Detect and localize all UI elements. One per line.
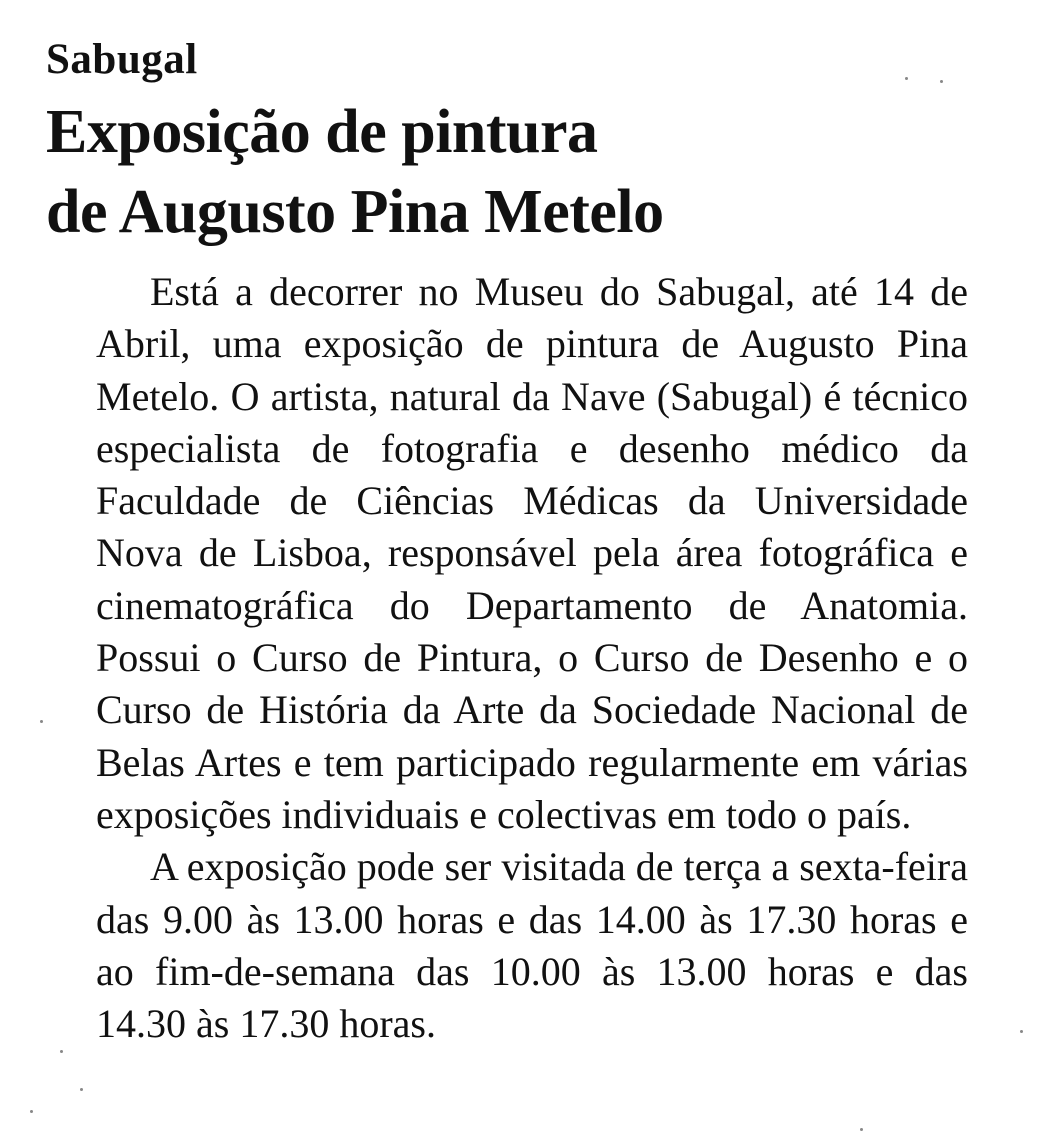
article-headline: [46, 92, 664, 252]
scan-noise-speck: [905, 77, 908, 80]
headline-line-2: de Augusto Pina Metelo: [46, 178, 664, 246]
scan-noise-speck: [60, 1050, 63, 1053]
scan-noise-speck: [940, 80, 943, 83]
scan-noise-speck: [80, 1088, 83, 1091]
headline-line-1: Exposição de pintura: [46, 98, 598, 166]
article-body: [96, 266, 968, 1050]
scan-noise-speck: [40, 720, 43, 723]
scan-noise-speck: [30, 1110, 33, 1113]
scan-noise-speck: [1020, 1030, 1023, 1033]
scan-noise-speck: [860, 1128, 863, 1131]
section-kicker: Sabugal: [46, 36, 198, 83]
article-paragraph-1: Está a decorrer no Museu do Sabugal, até 14 de Abril, uma exposição de pintura de Augusto Pina Metelo. O artista, natural da Nave (Sabugal) é técnico especialista de fotografia e desenho médico da Faculdade de Ciências Médicas da Universidade Nova de Lisboa, responsável pela área fotográfica e cinematográfica do Departamento de Anatomia. Possui o Curso de Pintura, o Curso de Desenho e o Curso de História da Arte da Sociedade Nacional de Belas Artes e tem participado regularmente em várias exposições individuais e colectivas em todo o país.: [96, 269, 968, 837]
article-paragraph-2: A exposição pode ser visitada de terça a sexta-feira das 9.00 às 13.00 horas e das 14.00 às 17.30 horas e ao fim-de-semana das 10.00 às 13.00 horas e das 14.30 às 17.30 horas.: [96, 844, 968, 1047]
